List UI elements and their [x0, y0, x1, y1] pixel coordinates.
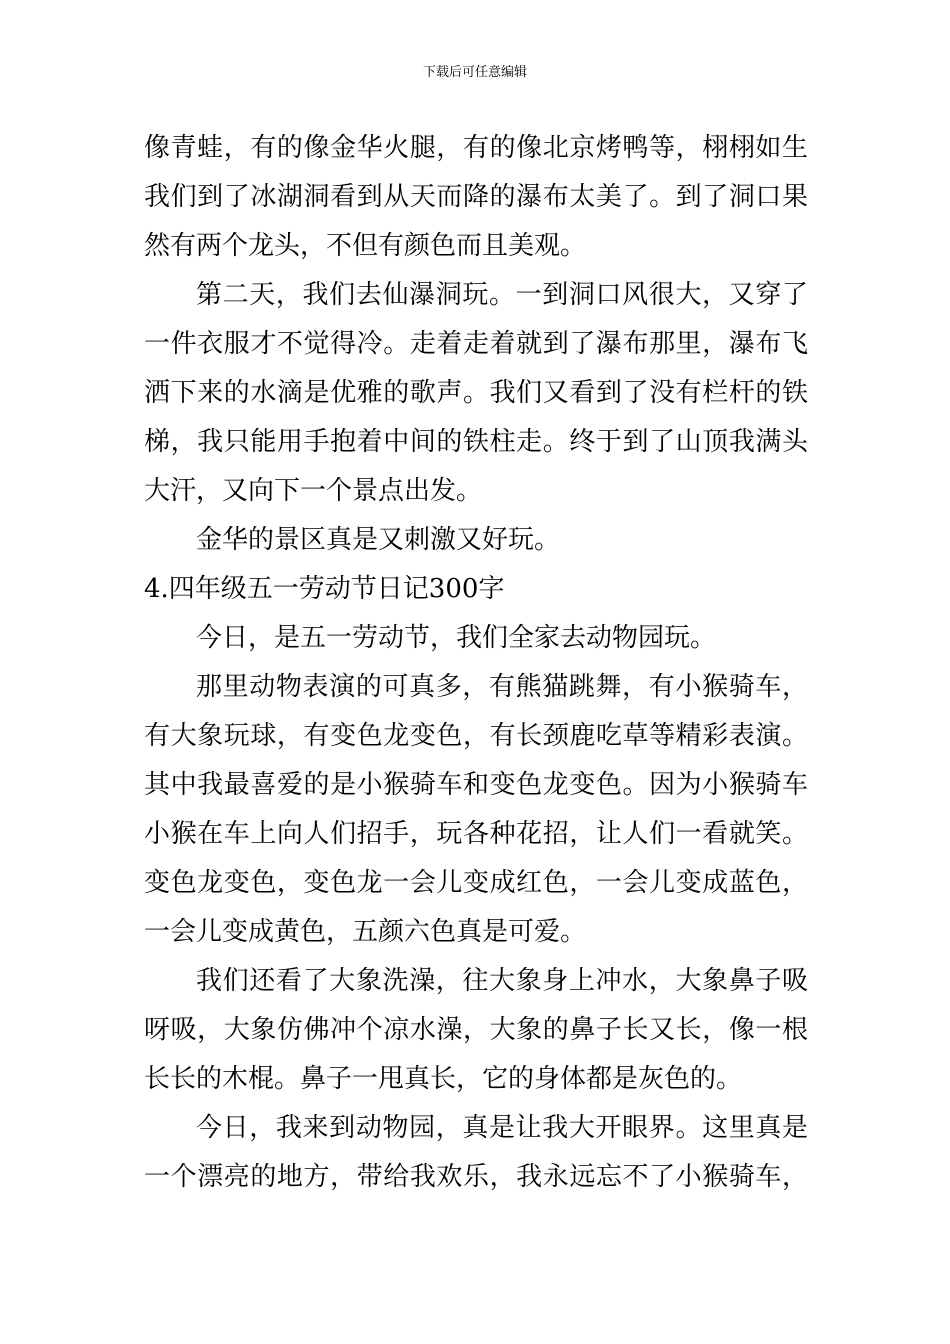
- text-line: 然有两个龙头，不但有颜色而且美观。: [144, 231, 587, 261]
- text-line: 今日，我来到动物园，真是让我大开眼界。这里真是: [196, 1113, 808, 1143]
- text-line: 呀吸，大象仿佛冲个凉水澡，大象的鼻子长又长，像一根: [144, 1015, 808, 1045]
- text-line: 金华的景区真是又刺激又好玩。: [196, 525, 561, 555]
- text-line: 今日，是五一劳动节，我们全家去动物园玩。: [196, 623, 717, 653]
- page-header: 下载后可任意编辑: [422, 65, 527, 80]
- text-line: 那里动物表演的可真多，有熊猫跳舞，有小猴骑车，: [196, 672, 808, 702]
- text-line: 一会儿变成黄色，五颜六色真是可爱。: [144, 917, 587, 947]
- text-line: 像青蛙，有的像金华火腿，有的像北京烤鸭等，栩栩如生: [144, 133, 808, 163]
- text-line: 一个漂亮的地方，带给我欢乐，我永远忘不了小猴骑车，: [144, 1162, 808, 1192]
- text-line: 我们到了冰湖洞看到从天而降的瀑布太美了。到了洞口果: [144, 182, 808, 212]
- text-line: 长长的木棍。鼻子一甩真长，它的身体都是灰色的。: [144, 1064, 743, 1094]
- document-body: [144, 124, 808, 1202]
- text-line: 大汗，又向下一个景点出发。: [144, 476, 483, 506]
- text-line: 第二天，我们去仙瀑洞玩。一到洞口风很大，又穿了: [196, 280, 808, 310]
- section-heading: 4.四年级五一劳动节日记300字: [144, 574, 505, 604]
- text-line: 有大象玩球，有变色龙变色，有长颈鹿吃草等精彩表演。: [144, 721, 808, 751]
- text-line: 我们还看了大象洗澡，往大象身上冲水，大象鼻子吸: [196, 966, 808, 996]
- text-line: 小猴在车上向人们招手，玩各种花招，让人们一看就笑。: [144, 819, 808, 849]
- text-line: 变色龙变色，变色龙一会儿变成红色，一会儿变成蓝色，: [144, 868, 808, 898]
- text-line: 梯，我只能用手抱着中间的铁柱走。终于到了山顶我满头: [144, 427, 808, 457]
- text-line: 一件衣服才不觉得冷。走着走着就到了瀑布那里，瀑布飞: [144, 329, 808, 359]
- text-line: 洒下来的水滴是优雅的歌声。我们又看到了没有栏杆的铁: [144, 378, 808, 408]
- text-line: 其中我最喜爱的是小猴骑车和变色龙变色。因为小猴骑车: [144, 770, 808, 800]
